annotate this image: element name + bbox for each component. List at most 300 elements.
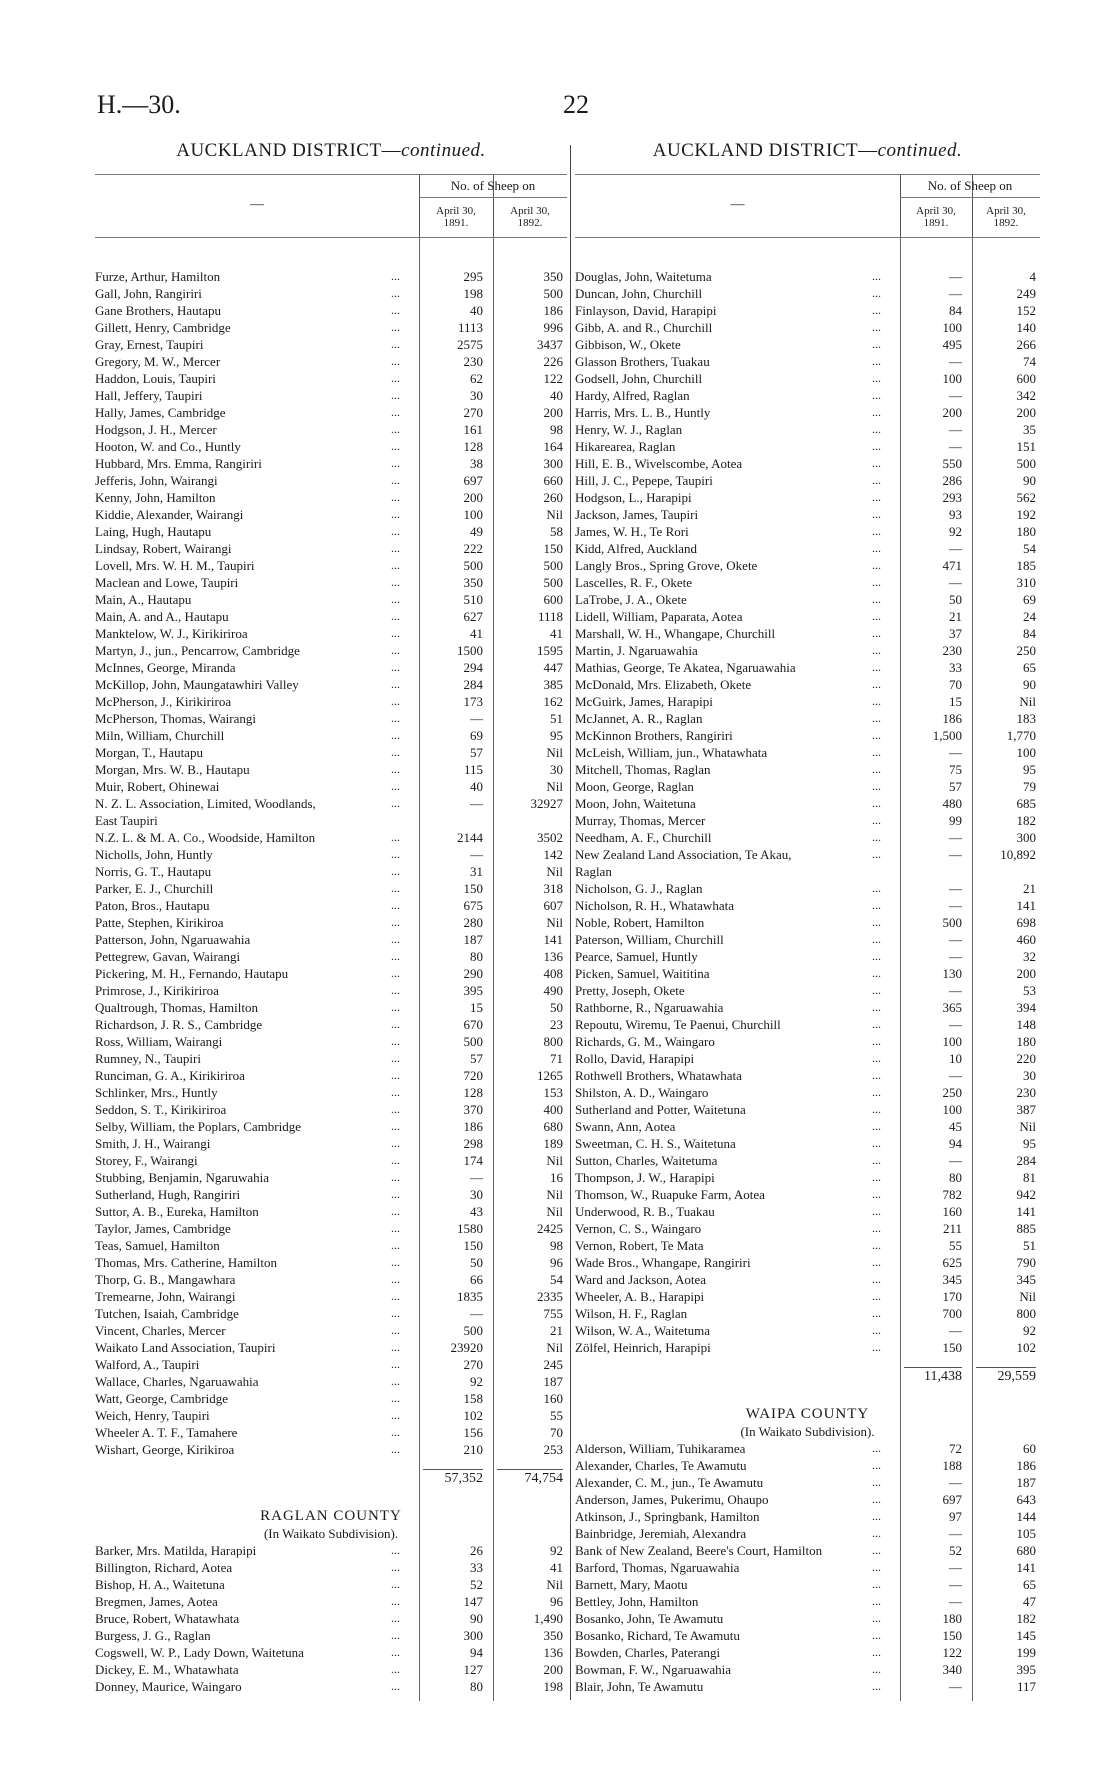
leader-dots: ...	[391, 609, 400, 623]
sheep-1892: 41	[550, 626, 563, 641]
sheep-1892: 35	[1023, 422, 1036, 437]
sheep-1892: 318	[543, 881, 563, 896]
sheep-1891: 45	[949, 1119, 962, 1134]
sheep-1892: 51	[550, 711, 563, 726]
sheep-1892: Nil	[546, 779, 563, 794]
sheep-1892: 95	[1023, 1136, 1036, 1151]
holder-name: McInnes, George, Miranda	[95, 660, 236, 675]
holder-name: Wallace, Charles, Ngaruawahia	[95, 1374, 259, 1389]
leader-dots: ...	[391, 1170, 400, 1184]
table-row	[95, 472, 567, 489]
spacer	[575, 1395, 1040, 1406]
leader-dots: ...	[391, 1679, 400, 1693]
holder-name: McJannet, A. R., Raglan	[575, 711, 703, 726]
county-subtitle: (In Waikato Subdivision).	[740, 1424, 875, 1439]
leader-dots: ...	[391, 473, 400, 487]
holder-name: Tutchen, Isaiah, Cambridge	[95, 1306, 239, 1321]
holder-name: Repoutu, Wiremu, Te Paenui, Churchill	[575, 1017, 781, 1032]
sheep-1892: 41	[550, 1560, 563, 1575]
holder-name: Suttor, A. B., Eureka, Hamilton	[95, 1204, 259, 1219]
sheep-1891: 57	[470, 745, 483, 760]
sheep-1891: 286	[942, 473, 962, 488]
sheep-1891: —	[949, 949, 962, 964]
leader-dots: ...	[391, 1543, 400, 1557]
table-row	[95, 1016, 567, 1033]
table-row	[575, 948, 1040, 965]
sheep-1892: Nil	[1019, 1119, 1036, 1134]
table-row	[575, 659, 1040, 676]
table-row	[95, 1101, 567, 1118]
table-row	[575, 1457, 1040, 1474]
spacer	[95, 1497, 567, 1508]
leader-dots: ...	[872, 1119, 881, 1133]
sheep-1891: 625	[942, 1255, 962, 1270]
sheep-1892: 249	[1016, 286, 1036, 301]
sheep-1892: 942	[1016, 1187, 1036, 1202]
leader-dots: ...	[872, 1153, 881, 1167]
holder-name: Wilson, W. A., Waitetuma	[575, 1323, 711, 1338]
county-title: RAGLAN COUNTY	[260, 1508, 402, 1524]
leader-dots: ...	[391, 1391, 400, 1405]
sheep-1892: 680	[1016, 1543, 1036, 1558]
sheep-1892: 200	[543, 1662, 563, 1677]
holder-name: Gillett, Henry, Cambridge	[95, 320, 231, 335]
sheep-1891: —	[949, 1068, 962, 1083]
leader-dots: ...	[391, 983, 400, 997]
holder-name: Vincent, Charles, Mercer	[95, 1323, 226, 1338]
leader-dots: ...	[391, 711, 400, 725]
sheep-1892: 70	[550, 1425, 563, 1440]
leader-dots: ...	[391, 1085, 400, 1099]
sheep-1891: 147	[463, 1594, 483, 1609]
leader-dots: ...	[872, 660, 881, 674]
sheep-1891: —	[949, 439, 962, 454]
sheep-1892: 60	[1023, 1441, 1036, 1456]
holder-name: Gall, John, Rangiriri	[95, 286, 202, 301]
sheep-1891: —	[470, 847, 483, 862]
sheep-1892: 230	[1016, 1085, 1036, 1100]
leader-dots: ...	[872, 1323, 881, 1337]
holder-name: Lindsay, Robert, Wairangi	[95, 541, 232, 556]
holder-name: Vernon, Robert, Te Mata	[575, 1238, 704, 1253]
sheep-1891: 33	[949, 660, 962, 675]
sheep-1891: 200	[942, 405, 962, 420]
holder-name: Gray, Ernest, Taupiri	[95, 337, 204, 352]
holder-name: Miln, William, Churchill	[95, 728, 225, 743]
left-table-header	[95, 174, 567, 238]
sheep-1892: 30	[1023, 1068, 1036, 1083]
header-col-1892: April 30, 1892.	[986, 205, 1026, 229]
holder-name: N.Z. L. & M. A. Co., Woodside, Hamilton	[95, 830, 316, 845]
table-row	[95, 659, 567, 676]
table-row	[575, 1237, 1040, 1254]
leader-dots: ...	[872, 1509, 881, 1523]
leader-dots: ...	[872, 541, 881, 555]
holder-name: Rollo, David, Harapipi	[575, 1051, 695, 1066]
sheep-1892: 192	[1016, 507, 1036, 522]
table-row	[575, 268, 1040, 285]
table-row	[575, 506, 1040, 523]
holder-name: Bank of New Zealand, Beere's Court, Hamilton	[575, 1543, 823, 1558]
sheep-1891: 365	[942, 1000, 962, 1015]
table-row	[95, 370, 567, 387]
spacer	[95, 1486, 567, 1497]
sheep-1892: Nil	[546, 1153, 563, 1168]
leader-dots: ...	[391, 1272, 400, 1286]
leader-dots: ...	[872, 1577, 881, 1591]
sheep-1892: 117	[1016, 1679, 1036, 1694]
leader-dots: ...	[872, 1594, 881, 1608]
table-row	[575, 693, 1040, 710]
holder-name: Teas, Samuel, Hamilton	[95, 1238, 220, 1253]
sheep-1892: Nil	[1019, 1289, 1036, 1304]
sheep-1891: 550	[942, 456, 962, 471]
holder-name: Bainbridge, Jeremiah, Alexandra	[575, 1526, 747, 1541]
sheep-1892: 102	[1016, 1340, 1036, 1355]
sheep-1892: 1,490	[533, 1611, 563, 1626]
holder-name: Main, A. and A., Hautapu	[95, 609, 229, 624]
sheep-1892: 144	[1016, 1509, 1036, 1524]
leader-dots: ...	[391, 269, 400, 283]
total-row	[575, 1367, 1040, 1384]
sheep-1891: 1580	[457, 1221, 483, 1236]
leader-dots: ...	[872, 507, 881, 521]
leader-dots: ...	[872, 1068, 881, 1082]
holder-name: Hodgson, L., Harapipi	[575, 490, 692, 505]
holder-name: Mathias, George, Te Akatea, Ngaruawahia	[575, 660, 796, 675]
sheep-1891: 57	[949, 779, 962, 794]
holder-name: Alderson, William, Tuhikaramea	[575, 1441, 746, 1456]
leader-dots: ...	[391, 745, 400, 759]
sheep-1891: 500	[463, 1323, 483, 1338]
holder-name: Burgess, J. G., Raglan	[95, 1628, 211, 1643]
table-row	[95, 1542, 567, 1559]
table-row	[575, 812, 1040, 829]
sheep-1891: 40	[470, 779, 483, 794]
table-row	[95, 744, 567, 761]
sheep-1892: 98	[550, 422, 563, 437]
sheep-1891: 230	[463, 354, 483, 369]
sheep-1892: 65	[1023, 1577, 1036, 1592]
county-title: WAIPA COUNTY	[745, 1406, 870, 1422]
holder-name: Gane Brothers, Hautapu	[95, 303, 221, 318]
sheep-1892: 350	[543, 1628, 563, 1643]
holder-name: Anderson, James, Pukerimu, Ohaupo	[575, 1492, 769, 1507]
spacer	[575, 1384, 1040, 1395]
leader-dots: ...	[872, 269, 881, 283]
column-divider	[570, 145, 571, 1700]
table-row	[575, 982, 1040, 999]
sheep-1891: 471	[942, 558, 962, 573]
table-row	[95, 268, 567, 285]
sheep-1892: 16	[550, 1170, 563, 1185]
total-1891: 57,352	[423, 1469, 483, 1487]
table-row	[575, 540, 1040, 557]
sheep-1891: 50	[470, 1255, 483, 1270]
sheep-1891: 75	[949, 762, 962, 777]
leader-dots: ...	[872, 1628, 881, 1642]
sheep-1891: 500	[942, 915, 962, 930]
table-row	[95, 421, 567, 438]
sheep-1891: 2144	[457, 830, 483, 845]
sheep-1891: 150	[463, 881, 483, 896]
sheep-1891: 186	[942, 711, 962, 726]
table-row	[575, 1678, 1040, 1695]
right-rows	[575, 268, 1040, 1695]
leader-dots: ...	[872, 677, 881, 691]
leader-dots: ...	[391, 1306, 400, 1320]
leader-dots: ...	[872, 711, 881, 725]
sheep-1892: 96	[550, 1594, 563, 1609]
holder-name: Weich, Henry, Taupiri	[95, 1408, 210, 1423]
sheep-1892: 500	[1016, 456, 1036, 471]
leader-dots: ...	[391, 439, 400, 453]
leader-dots: ...	[391, 337, 400, 351]
sheep-1891: 295	[463, 269, 483, 284]
sheep-1892: 81	[1023, 1170, 1036, 1185]
table-row	[575, 557, 1040, 574]
leader-dots: ...	[872, 1187, 881, 1201]
holder-name: Ross, William, Wairangi	[95, 1034, 223, 1049]
sheep-1892: 30	[550, 762, 563, 777]
holder-name: Thomas, Mrs. Catherine, Hamilton	[95, 1255, 277, 1270]
holder-name: Harris, Mrs. L. B., Huntly	[575, 405, 711, 420]
table-row	[575, 523, 1040, 540]
sheep-1891: 57	[470, 1051, 483, 1066]
holder-name: McPherson, Thomas, Wairangi	[95, 711, 256, 726]
sheep-1892: 187	[1016, 1475, 1036, 1490]
table-row	[575, 1033, 1040, 1050]
sheep-1891: 30	[470, 1187, 483, 1202]
table-row	[95, 1220, 567, 1237]
table-row	[575, 370, 1040, 387]
holder-name: Swann, Ann, Aotea	[575, 1119, 676, 1134]
leader-dots: ...	[872, 813, 881, 827]
table-row	[95, 1678, 567, 1695]
sheep-1892: 685	[1016, 796, 1036, 811]
table-row	[95, 574, 567, 591]
table-row	[95, 1050, 567, 1067]
sheep-1892: 162	[543, 694, 563, 709]
table-row	[95, 1644, 567, 1661]
table-row	[575, 1610, 1040, 1627]
leader-dots: ...	[391, 677, 400, 691]
holder-name: Schlinker, Mrs., Huntly	[95, 1085, 218, 1100]
table-row	[95, 778, 567, 795]
holder-name: Main, A., Hautapu	[95, 592, 192, 607]
holder-name: Duncan, John, Churchill	[575, 286, 703, 301]
sheep-1892: 345	[1016, 1272, 1036, 1287]
holder-name: Lascelles, R. F., Okete	[575, 575, 693, 590]
table-row	[575, 1339, 1040, 1356]
holder-name: Hall, Jeffery, Taupiri	[95, 388, 203, 403]
sheep-1891: 294	[463, 660, 483, 675]
leader-dots: ...	[872, 966, 881, 980]
table-row	[95, 1661, 567, 1678]
holder-name: Jackson, James, Taupiri	[575, 507, 699, 522]
table-row	[95, 404, 567, 421]
sheep-1891: 37	[949, 626, 962, 641]
holder-name: Shilston, A. D., Waingaro	[575, 1085, 709, 1100]
sheep-1892: 153	[543, 1085, 563, 1100]
sheep-1892: 100	[1016, 745, 1036, 760]
holder-name: Blair, John, Te Awamutu	[575, 1679, 704, 1694]
leader-dots: ...	[391, 1628, 400, 1642]
sheep-1892: 95	[1023, 762, 1036, 777]
sheep-1891: 94	[470, 1645, 483, 1660]
leader-dots: ...	[872, 1170, 881, 1184]
holder-name: Zölfel, Heinrich, Harapipi	[575, 1340, 711, 1355]
table-row	[575, 336, 1040, 353]
table-row	[575, 489, 1040, 506]
leader-dots: ...	[391, 660, 400, 674]
sheep-1892: 189	[543, 1136, 563, 1151]
leader-dots: ...	[872, 1136, 881, 1150]
holder-name: Seddon, S. T., Kirikiriroa	[95, 1102, 227, 1117]
leader-dots: ...	[872, 1017, 881, 1031]
table-row	[575, 625, 1040, 642]
sheep-1891: —	[949, 898, 962, 913]
table-row	[95, 829, 567, 846]
holder-name: Marshall, W. H., Whangape, Churchill	[575, 626, 776, 641]
sheep-1892: 395	[1016, 1662, 1036, 1677]
sheep-1892: 198	[543, 1679, 563, 1694]
table-row	[95, 523, 567, 540]
sheep-1892: 562	[1016, 490, 1036, 505]
table-row	[575, 676, 1040, 693]
holder-name: Kiddie, Alexander, Wairangi	[95, 507, 244, 522]
sheep-1891: 284	[463, 677, 483, 692]
leader-dots: ...	[872, 949, 881, 963]
sheep-1892: 885	[1016, 1221, 1036, 1236]
table-row	[95, 1084, 567, 1101]
sheep-1891: 72	[949, 1441, 962, 1456]
holder-name: Dickey, E. M., Whatawhata	[95, 1662, 239, 1677]
table-row	[95, 914, 567, 931]
table-row	[575, 1271, 1040, 1288]
holder-name: Nicholson, G. J., Raglan	[575, 881, 703, 896]
leader-dots: ...	[872, 1238, 881, 1252]
leader-dots: ...	[391, 1000, 400, 1014]
leader-dots: ...	[872, 439, 881, 453]
sheep-1891: 293	[942, 490, 962, 505]
holder-name: Sutherland, Hugh, Rangiriri	[95, 1187, 241, 1202]
sheep-1891: 340	[942, 1662, 962, 1677]
table-row	[95, 1407, 567, 1424]
table-row	[575, 302, 1040, 319]
holder-name: Martin, J. Ngaruawahia	[575, 643, 698, 658]
leader-dots: ...	[872, 1662, 881, 1676]
sheep-1892: 58	[550, 524, 563, 539]
holder-name: McKillop, John, Maungatawhiri Valley	[95, 677, 299, 692]
holder-name: Hikarearea, Raglan	[575, 439, 676, 454]
sheep-1891: 100	[463, 507, 483, 522]
sheep-1892: 460	[1016, 932, 1036, 947]
leader-dots: ...	[391, 915, 400, 929]
leader-dots: ...	[872, 1306, 881, 1320]
leader-dots: ...	[872, 371, 881, 385]
sheep-1891: 40	[470, 303, 483, 318]
table-row	[95, 1576, 567, 1593]
table-row	[575, 897, 1040, 914]
sheep-1892: 3502	[537, 830, 563, 845]
table-row	[575, 710, 1040, 727]
leader-dots: ...	[872, 337, 881, 351]
table-row	[95, 608, 567, 625]
leader-dots: ...	[391, 847, 400, 861]
sheep-1891: —	[949, 983, 962, 998]
sheep-1892: 790	[1016, 1255, 1036, 1270]
sheep-1892: 95	[550, 728, 563, 743]
sheep-1891: —	[949, 847, 962, 862]
sheep-1892: Nil	[546, 1204, 563, 1219]
sheep-1891: 480	[942, 796, 962, 811]
holder-name: Runciman, G. A., Kirikiriroa	[95, 1068, 245, 1083]
sheep-1892: 266	[1016, 337, 1036, 352]
holder-name: Hally, James, Cambridge	[95, 405, 226, 420]
holder-name: Donney, Maurice, Waingaro	[95, 1679, 242, 1694]
sheep-1892: 600	[543, 592, 563, 607]
sheep-1891: 173	[463, 694, 483, 709]
sheep-1891: 38	[470, 456, 483, 471]
table-row	[95, 1288, 567, 1305]
leader-dots: ...	[872, 1221, 881, 1235]
sheep-1891: 2575	[457, 337, 483, 352]
holder-name: McDonald, Mrs. Elizabeth, Okete	[575, 677, 752, 692]
holder-name: Smith, J. H., Wairangi	[95, 1136, 211, 1151]
leader-dots: ...	[872, 983, 881, 997]
holder-name: Pearce, Samuel, Huntly	[575, 949, 698, 964]
leader-dots: ...	[391, 1577, 400, 1591]
leader-dots: ...	[872, 320, 881, 334]
holder-name: Bruce, Robert, Whatawhata	[95, 1611, 240, 1626]
holder-name: Paton, Bros., Hautapu	[95, 898, 210, 913]
holder-name: Tremearne, John, Wairangi	[95, 1289, 236, 1304]
leader-dots: ...	[391, 558, 400, 572]
sheep-1892: Nil	[1019, 694, 1036, 709]
table-row	[95, 302, 567, 319]
leader-dots: ...	[391, 1289, 400, 1303]
sheep-1892: 105	[1016, 1526, 1036, 1541]
table-row	[95, 1441, 567, 1458]
holder-name: Needham, A. F., Churchill	[575, 830, 712, 845]
sheep-1891: 80	[470, 1679, 483, 1694]
sheep-1891: 186	[463, 1119, 483, 1134]
spacer	[575, 1356, 1040, 1367]
sheep-1891: 188	[942, 1458, 962, 1473]
leader-dots: ...	[391, 1119, 400, 1133]
sheep-1891: 230	[942, 643, 962, 658]
holder-name: Norris, G. T., Hautapu	[95, 864, 212, 879]
header-dash: —	[730, 197, 745, 212]
table-row	[95, 591, 567, 608]
holder-name: N. Z. L. Association, Limited, Woodlands,	[95, 796, 316, 811]
table-row	[95, 812, 567, 829]
table-row	[575, 1050, 1040, 1067]
holder-name: New Zealand Land Association, Te Akau,	[575, 847, 792, 862]
table-row	[95, 1271, 567, 1288]
holder-name: Manktelow, W. J., Kirikiriroa	[95, 626, 248, 641]
sheep-1891: 33	[470, 1560, 483, 1575]
holder-name: Hill, J. C., Pepepe, Taupiri	[575, 473, 713, 488]
sheep-1892: 53	[1023, 983, 1036, 998]
sheep-1891: 97	[949, 1509, 962, 1524]
holder-name: Watt, George, Cambridge	[95, 1391, 229, 1406]
table-row	[95, 642, 567, 659]
holder-name: Wilson, H. F., Raglan	[575, 1306, 688, 1321]
holder-name: Thompson, J. W., Harapipi	[575, 1170, 715, 1185]
holder-name: Martyn, J., jun., Pencarrow, Cambridge	[95, 643, 300, 658]
